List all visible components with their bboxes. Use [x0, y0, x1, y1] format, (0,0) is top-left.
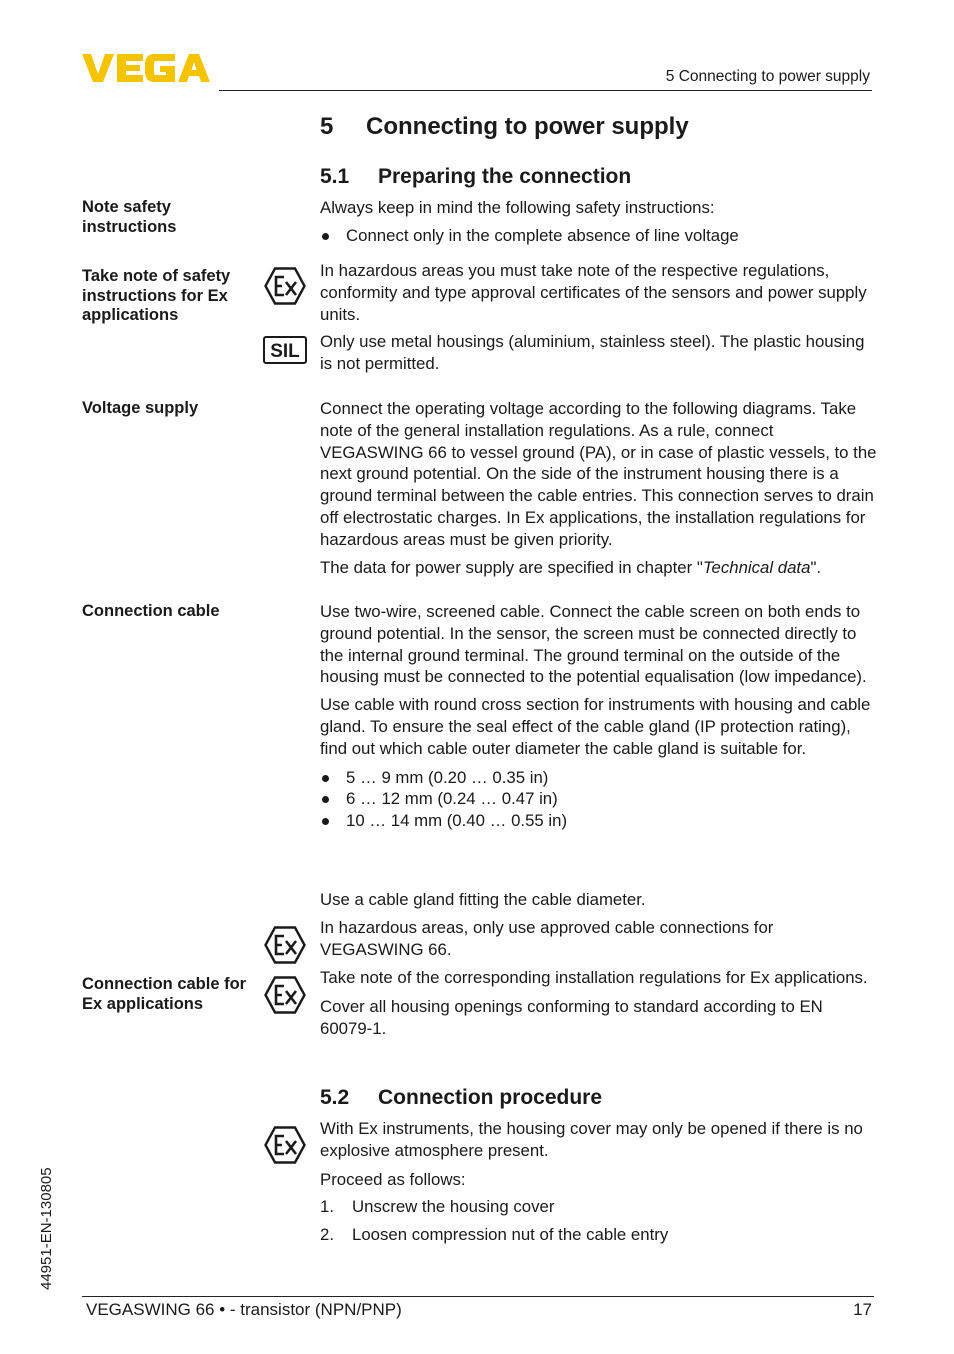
- voltage-ref: [320, 557, 878, 579]
- ex-icon: [264, 1126, 306, 1164]
- list-item: 10 … 14 mm (0.40 … 0.55 in): [320, 810, 878, 832]
- vega-logo: [82, 52, 212, 84]
- safety-bullet: Connect only in the complete absence of line voltage: [320, 225, 878, 247]
- chapter-title: Connecting to power supply: [366, 113, 689, 140]
- sil-para: Only use metal housings (aluminium, stainless steel). The plastic housing is not permitted.: [320, 332, 865, 373]
- cable-block: [320, 601, 878, 832]
- cable-gland: Use a cable gland fitting the cable diameter.: [320, 890, 646, 909]
- procedure-block: [320, 1118, 878, 1246]
- sil-icon-label: SIL: [270, 341, 300, 362]
- ex-icon: [264, 976, 306, 1014]
- safety-block: [320, 197, 878, 247]
- side-label-cable: Connection cable: [82, 602, 220, 620]
- side-label-safety: Note safety instructions: [82, 198, 177, 236]
- ex-cable-block: [320, 967, 878, 1039]
- header-section-title: 5 Connecting to power supply: [665, 68, 870, 85]
- list-item: [320, 1224, 878, 1246]
- ex-para: In hazardous areas you must take note of the respective regulations, conformity and type approval certificates of the sensors and power supply units.: [320, 261, 867, 324]
- voltage-ref-link: Technical data: [702, 557, 811, 577]
- voltage-para: Connect the operating voltage according to the following diagrams. Take note of the general installation regulations. As a rule, connect VEGASWING 66 to vessel ground (PA), or in case of plastic vessels, to the next ground potential. On the side of the instrument housing there is a ground terminal between the cable entries. This connection serves to drain off electrostatic charges. In Ex applications, the installation regulations for hazardous areas must be given priority.: [320, 399, 877, 549]
- section-title: Connection procedure: [378, 1086, 603, 1109]
- document-code: 44951-EN-130805: [38, 1167, 55, 1290]
- header-divider: [219, 90, 872, 91]
- voltage-ref-pre: The data for power supply are specified in chapter ": [320, 557, 703, 577]
- cable-para-1: Use two-wire, screened cable. Connect the cable screen on both ends to ground potential. In the sensor, the screen must be connected directly to the internal ground terminal. The ground terminal on the outside of the housing must be connected to the potential equalisation (low impedance).: [320, 602, 867, 687]
- section-title: Preparing the connection: [378, 165, 632, 188]
- chapter-heading: [320, 113, 689, 141]
- footer-divider: [82, 1296, 874, 1297]
- page-number: 17: [853, 1300, 872, 1319]
- section-heading-5-1: [320, 165, 631, 189]
- ex-icon: [264, 926, 306, 964]
- ex-icon: [264, 267, 306, 305]
- side-label-ex-safety: Take note of safety instructions for Ex applications: [82, 267, 231, 324]
- list-item: 5 … 9 mm (0.20 … 0.35 in): [320, 767, 878, 789]
- list-item: 6 … 12 mm (0.24 … 0.47 in): [320, 788, 878, 810]
- side-label-voltage: Voltage supply: [82, 399, 199, 417]
- step-number: 2.: [320, 1225, 334, 1245]
- ex-cable-para-3: Cover all housing openings conforming to standard according to EN 60079-1.: [320, 996, 823, 1038]
- cable-sizes-list: [320, 767, 878, 832]
- section-number: 5.2: [320, 1086, 350, 1109]
- ex-cable-para-2: Take note of the corresponding installation regulations for Ex applications.: [320, 968, 868, 987]
- footer-product: VEGASWING 66 • - transistor (NPN/PNP): [86, 1300, 402, 1319]
- list-item: [320, 1196, 878, 1218]
- side-label-cable-ex: Connection cable for Ex applications: [82, 975, 247, 1013]
- safety-intro: Always keep in mind the following safety instructions:: [320, 198, 715, 217]
- step-number: 1.: [320, 1197, 334, 1217]
- sil-icon: [263, 336, 307, 364]
- cable-para-2: Use cable with round cross section for instruments with housing and cable gland. To ensure the seal effect of the cable gland (IP protection rating), find out which cable outer diameter the cable gland is suitable for.: [320, 695, 871, 758]
- chapter-number: 5: [320, 113, 334, 140]
- voltage-ref-post: ".: [810, 557, 822, 577]
- procedure-intro: Proceed as follows:: [320, 1169, 466, 1189]
- ex-cable-para-1: In hazardous areas, only use approved cable connections for VEGASWING 66.: [320, 918, 774, 959]
- procedure-ex-note: With Ex instruments, the housing cover may only be opened if there is no explosive atmosphere present.: [320, 1119, 863, 1160]
- step-text: Unscrew the housing cover: [352, 1197, 555, 1217]
- section-heading-5-2: [320, 1086, 602, 1110]
- section-number: 5.1: [320, 165, 350, 188]
- voltage-block: [320, 398, 878, 578]
- step-text: Loosen compression nut of the cable entry: [352, 1225, 669, 1245]
